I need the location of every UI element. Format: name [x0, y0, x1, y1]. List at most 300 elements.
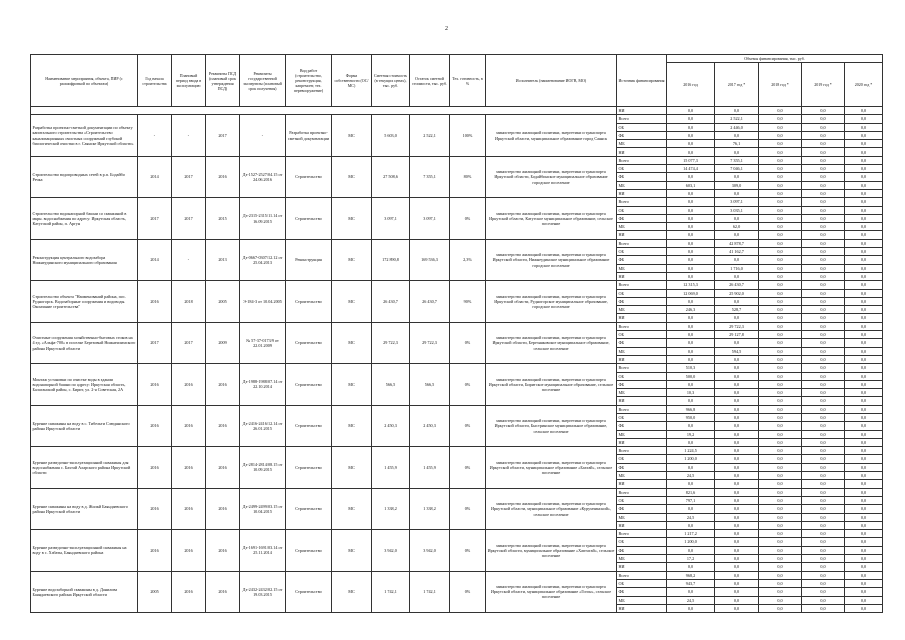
funding-value: 0,0: [845, 422, 883, 430]
funding-value: 1 200,0: [667, 538, 715, 546]
funding-value: 0,0: [715, 413, 759, 421]
start-year: -: [138, 115, 172, 156]
lead-row-empty: [31, 107, 617, 115]
funding-value: 0,0: [715, 397, 759, 405]
funding-value: 0,0: [667, 331, 715, 339]
readiness: 0%: [450, 530, 486, 571]
remaining-cost: 3 097,1: [410, 198, 450, 239]
funding-value: 0,0: [759, 355, 802, 363]
funding-value: 0,0: [759, 306, 802, 314]
work-type: Строительство: [286, 488, 332, 529]
funding-value: 968,2: [667, 571, 715, 579]
funding-source: ФБ: [617, 131, 667, 139]
funding-value: 0,0: [802, 339, 845, 347]
table-row: [31, 322, 883, 330]
funding-value: 0,0: [715, 447, 759, 455]
funding-value: 0,0: [759, 339, 802, 347]
funding-value: 0,0: [715, 380, 759, 388]
funding-value: 0,0: [845, 107, 883, 115]
funding-value: 0,0: [715, 571, 759, 579]
funding-value: 0,0: [802, 364, 845, 372]
funding-value: 1 716,0: [715, 264, 759, 272]
funding-source: МБ: [617, 223, 667, 231]
header-year-2019: 2019 год *: [802, 63, 845, 107]
expertise-details: Дз-1691-1691/03.14 от 25.11.2014: [240, 530, 286, 571]
funding-value: 0,0: [845, 496, 883, 504]
funding-value: 0,0: [802, 488, 845, 496]
funding-value: 0,0: [759, 397, 802, 405]
funding-value: 0,0: [715, 389, 759, 397]
funding-value: 0,0: [845, 389, 883, 397]
funding-value: 0,0: [845, 306, 883, 314]
funding-value: 0,0: [845, 272, 883, 280]
funding-source: Всего: [617, 364, 667, 372]
funding-value: 0,0: [802, 189, 845, 197]
funding-value: 1 217,2: [667, 530, 715, 538]
funding-value: 0,0: [759, 214, 802, 222]
funding-value: 1 200,0: [667, 455, 715, 463]
funding-source: МБ: [617, 306, 667, 314]
funding-value: 0,0: [667, 272, 715, 280]
expertise-details: Дз-2432-2432/02.15 от 19.03.2015: [240, 571, 286, 612]
funding-value: 0,0: [802, 579, 845, 587]
funding-value: 0,0: [715, 272, 759, 280]
funding-source: НИ: [617, 480, 667, 488]
executor: министерство жилищной политики, энергетики и транспорта Иркутской области, муниципальное образование «Курумчинский», сельское поселение: [486, 488, 617, 529]
readiness: 0%: [450, 322, 486, 363]
funding-value: 0,0: [802, 496, 845, 504]
funding-value: 0,0: [667, 223, 715, 231]
funding-value: 950,0: [667, 413, 715, 421]
funding-value: 0,0: [715, 148, 759, 156]
ownership: МС: [332, 364, 372, 405]
funding-value: 0,0: [845, 604, 883, 612]
funding-value: 0,0: [845, 131, 883, 139]
funding-value: 0,0: [802, 214, 845, 222]
funding-value: 24,5: [667, 513, 715, 521]
commission-year: -: [172, 239, 206, 280]
funding-value: 0,0: [802, 422, 845, 430]
header-year-2020: 2020 год *: [845, 63, 883, 107]
funding-value: 0,0: [802, 173, 845, 181]
funding-value: 3 035,1: [715, 206, 759, 214]
funding-source: НИ: [617, 397, 667, 405]
funding-value: 0,0: [667, 588, 715, 596]
funding-value: 0,0: [759, 571, 802, 579]
object-name: Бурение разведочно-эксплуатационной скважины для водоснабжения с. Бахтай Аларского района Иркутской области: [31, 447, 138, 488]
estimated-cost: 26 430,7: [372, 281, 410, 322]
funding-value: 0,0: [715, 472, 759, 480]
funding-value: 0,0: [845, 372, 883, 380]
object-name: Бурение скважины на воду в с. Тибельти Слюдянского района Иркутской области: [31, 405, 138, 446]
funding-value: 0,0: [802, 198, 845, 206]
funding-source: НИ: [617, 438, 667, 446]
header-year-2018: 2018 год *: [759, 63, 802, 107]
psd-year: 2016: [206, 571, 240, 612]
expertise-details: Дз-1527-2527/04.15 от 24.06.2016: [240, 156, 286, 197]
funding-value: 0,0: [802, 331, 845, 339]
funding-value: 0,0: [715, 480, 759, 488]
funding-value: 10,3: [667, 389, 715, 397]
psd-year: 2016: [206, 488, 240, 529]
psd-year: 2015: [206, 198, 240, 239]
funding-source: ОБ: [617, 165, 667, 173]
ownership: МС: [332, 530, 372, 571]
funding-value: 0,0: [759, 447, 802, 455]
funding-value: 0,0: [802, 588, 845, 596]
funding-value: 0,0: [667, 107, 715, 115]
funding-value: 0,0: [845, 256, 883, 264]
funding-value: 0,0: [845, 472, 883, 480]
funding-value: 0,0: [802, 397, 845, 405]
funding-value: 0,0: [759, 173, 802, 181]
funding-value: 0,0: [845, 571, 883, 579]
funding-value: 0,0: [667, 355, 715, 363]
readiness: 0%: [450, 571, 486, 612]
funding-source: МБ: [617, 264, 667, 272]
estimated-cost: 1 455,9: [372, 447, 410, 488]
estimated-cost: 3 097,1: [372, 198, 410, 239]
table-row: [31, 156, 883, 164]
funding-value: 0,0: [759, 588, 802, 596]
funding-value: 0,0: [802, 447, 845, 455]
funding-value: 0,0: [667, 521, 715, 529]
funding-value: 7 355,1: [715, 156, 759, 164]
funding-value: 12 069,0: [667, 289, 715, 297]
funding-value: 0,0: [802, 480, 845, 488]
readiness: 0%: [450, 364, 486, 405]
funding-value: 0,0: [759, 156, 802, 164]
funding-source: ОБ: [617, 579, 667, 587]
funding-value: 0,0: [845, 530, 883, 538]
funding-value: 0,0: [715, 231, 759, 239]
funding-value: 0,0: [802, 206, 845, 214]
funding-value: 0,0: [667, 563, 715, 571]
table-row: [31, 198, 883, 206]
ownership: МС: [332, 322, 372, 363]
funding-value: 0,0: [667, 189, 715, 197]
funding-value: 0,0: [845, 140, 883, 148]
funding-value: 76,1: [715, 140, 759, 148]
funding-source: НИ: [617, 521, 667, 529]
funding-value: 0,0: [759, 380, 802, 388]
funding-value: 26 430,7: [715, 281, 759, 289]
estimated-cost: 3 942,0: [372, 530, 410, 571]
funding-value: 0,0: [759, 488, 802, 496]
funding-value: 0,0: [845, 339, 883, 347]
funding-value: 0,0: [667, 505, 715, 513]
funding-value: 0,0: [715, 131, 759, 139]
funding-source: ОБ: [617, 538, 667, 546]
ownership: МС: [332, 281, 372, 322]
funding-value: 0,0: [802, 165, 845, 173]
funding-value: 7 046,1: [715, 165, 759, 173]
funding-value: 0,0: [845, 463, 883, 471]
object-name: Реконструкция центрального водозабора Нижнеудинского муниципального образования: [31, 239, 138, 280]
funding-value: 0,0: [759, 140, 802, 148]
capital-construction-table-wrapper: [30, 54, 882, 613]
executor: министерство жилищной политики, энергетики и транспорта Иркутской области, Бодайбинское муниципальное образование городское поселение: [486, 156, 617, 197]
psd-year: 2009: [206, 322, 240, 363]
funding-value: 0,0: [802, 604, 845, 612]
estimated-cost: 5 603,0: [372, 115, 410, 156]
remaining-cost: 1 338,2: [410, 488, 450, 529]
funding-value: 0,0: [759, 596, 802, 604]
funding-value: 0,0: [667, 173, 715, 181]
funding-value: 0,0: [759, 389, 802, 397]
header-year-2016: 2016 год: [667, 63, 715, 107]
funding-value: 0,0: [715, 596, 759, 604]
expertise-details: Э-184-3 от 10.04.2005: [240, 281, 286, 322]
table-row: [31, 239, 883, 247]
expertise-details: Дз-2814-2814/08.15 от 10.09.2015: [240, 447, 286, 488]
funding-value: 0,0: [667, 339, 715, 347]
funding-value: 0,0: [802, 347, 845, 355]
funding-value: 0,0: [667, 297, 715, 305]
funding-value: 0,0: [715, 579, 759, 587]
funding-value: 0,0: [715, 422, 759, 430]
work-type: Реконструкция: [286, 239, 332, 280]
psd-year: 2016: [206, 405, 240, 446]
funding-source: НИ: [617, 107, 667, 115]
funding-source: Всего: [617, 447, 667, 455]
funding-value: 0,0: [667, 422, 715, 430]
funding-value: 0,0: [759, 231, 802, 239]
funding-value: 0,0: [759, 372, 802, 380]
funding-value: 0,0: [667, 397, 715, 405]
funding-value: 2 446,0: [715, 123, 759, 131]
funding-value: 15 077,3: [667, 156, 715, 164]
psd-year: 2016: [206, 364, 240, 405]
executor: министерство жилищной политики, энергетики и транспорта Иркутской области, Рудногорское муниципальное образование, городское поселение: [486, 281, 617, 322]
funding-value: 0,0: [759, 521, 802, 529]
table-body: [31, 115, 883, 613]
funding-value: 0,0: [845, 173, 883, 181]
funding-value: 0,0: [715, 405, 759, 413]
funding-value: 0,0: [715, 214, 759, 222]
funding-value: 0,0: [802, 455, 845, 463]
executor: министерство жилищной политики, энергетики и транспорта Иркутской области, муниципальное образование «Гогон», сельское поселение: [486, 571, 617, 612]
table-header-row: [31, 55, 883, 63]
funding-value: 24,5: [667, 472, 715, 480]
funding-value: 41 162,7: [715, 248, 759, 256]
work-type: Строительство: [286, 571, 332, 612]
funding-value: 0,0: [759, 272, 802, 280]
table-row: [31, 530, 883, 538]
funding-value: 0,0: [802, 505, 845, 513]
readiness: 2,3%: [450, 239, 486, 280]
remaining-cost: 29 722,3: [410, 322, 450, 363]
funding-value: 24,5: [667, 596, 715, 604]
header-funding-volume: Объемы финансирования, тыс. руб.: [667, 55, 883, 63]
funding-value: 594,5: [715, 347, 759, 355]
funding-value: 0,0: [759, 563, 802, 571]
funding-value: 0,0: [715, 505, 759, 513]
funding-value: 0,0: [759, 331, 802, 339]
executor: министерство жилищной политики, энергетики и транспорта Иркутской области, Катугское муниципальное образование, сельское поселение: [486, 198, 617, 239]
commission-year: 2016: [172, 364, 206, 405]
page-number: 2: [445, 26, 448, 32]
executor: министерство жилищной политики, энергетики и транспорта Иркутской области, муниципальное образование «Бахтай», сельское поселение: [486, 447, 617, 488]
funding-value: 0,0: [845, 438, 883, 446]
funding-value: 821,6: [667, 488, 715, 496]
funding-value: 0,0: [845, 355, 883, 363]
funding-value: 0,0: [759, 131, 802, 139]
funding-source: НИ: [617, 272, 667, 280]
executor: министерство жилищной политики, энергетики и транспорта Иркутской области, Быстринское муниципальное образование, сельское поселение: [486, 405, 617, 446]
commission-year: 2018: [172, 281, 206, 322]
funding-source: ОБ: [617, 206, 667, 214]
funding-value: 0,0: [845, 181, 883, 189]
psd-year: 2005: [206, 281, 240, 322]
funding-value: 0,0: [759, 546, 802, 554]
start-year: 2016: [138, 488, 172, 529]
funding-value: 0,0: [802, 115, 845, 123]
funding-source: МБ: [617, 596, 667, 604]
funding-source: Всего: [617, 198, 667, 206]
funding-source: МБ: [617, 347, 667, 355]
funding-value: 0,0: [802, 148, 845, 156]
funding-source: ФБ: [617, 505, 667, 513]
funding-source: МБ: [617, 181, 667, 189]
funding-value: 0,0: [715, 173, 759, 181]
funding-value: 0,0: [715, 488, 759, 496]
funding-value: 0,0: [845, 189, 883, 197]
estimated-cost: 27 508,6: [372, 156, 410, 197]
funding-value: 0,0: [845, 322, 883, 330]
psd-year: 2013: [206, 239, 240, 280]
expertise-details: Дз-0667-0307/12.12 от 25.04.2013: [240, 239, 286, 280]
funding-source: НИ: [617, 314, 667, 322]
funding-value: 14 474,4: [667, 165, 715, 173]
funding-value: 25 902,0: [715, 289, 759, 297]
expertise-details: № 57-37-0173/9 от 22.01.2009: [240, 322, 286, 363]
header-name: Наименование мероприятия, объекта, ПИР (с расшифровкой по объектам): [31, 55, 138, 107]
funding-source: Всего: [617, 322, 667, 330]
object-name: Строительство объекта "Наименований района, пос. Рудногорск. Водозаборные сооружения и водоводы. Окончание строительства": [31, 281, 138, 322]
start-year: 2016: [138, 281, 172, 322]
header-start-year: Год начала строительства: [138, 55, 172, 107]
funding-value: 0,0: [759, 115, 802, 123]
funding-value: 309,0: [715, 181, 759, 189]
work-type: Строительство: [286, 198, 332, 239]
funding-value: 0,0: [845, 239, 883, 247]
object-name: Строительство водонапорной башни со скважиной в мкрн. водоснабжения по адресу: Иркутская область, Катугский район, п. Аргун: [31, 198, 138, 239]
funding-value: 0,0: [802, 546, 845, 554]
estimated-cost: 2 450,3: [372, 405, 410, 446]
funding-value: 0,0: [759, 248, 802, 256]
funding-value: 0,0: [759, 472, 802, 480]
header-funding-source: Источник финансирования: [617, 55, 667, 107]
funding-value: 0,0: [802, 472, 845, 480]
object-name: Очистные сооружения хозяйственно-бытовых стоков на 4 ед. «Альфа-700» в поселке Березовый Нижнеилимского района Иркутской области: [31, 322, 138, 363]
funding-value: 0,0: [715, 530, 759, 538]
funding-source: ОБ: [617, 289, 667, 297]
funding-value: 0,0: [759, 123, 802, 131]
funding-source: НИ: [617, 355, 667, 363]
ownership: МС: [332, 571, 372, 612]
funding-value: 0,0: [759, 438, 802, 446]
remaining-cost: 566,5: [410, 364, 450, 405]
funding-value: 0,0: [802, 380, 845, 388]
psd-year: 2016: [206, 156, 240, 197]
funding-value: 29 722,3: [715, 322, 759, 330]
funding-value: 0,0: [759, 314, 802, 322]
psd-year: 2016: [206, 447, 240, 488]
table-row: [31, 107, 883, 115]
executor: министерство жилищной политики, энергетики и транспорта Иркутской области, Нижнеудинское муниципальное образование городское поселение: [486, 239, 617, 280]
funding-value: 0,0: [667, 148, 715, 156]
funding-value: 0,0: [759, 148, 802, 156]
commission-year: 2016: [172, 488, 206, 529]
funding-source: НИ: [617, 189, 667, 197]
funding-source: ОБ: [617, 123, 667, 131]
funding-value: 0,0: [845, 231, 883, 239]
funding-source: НИ: [617, 604, 667, 612]
funding-source: ОБ: [617, 248, 667, 256]
funding-value: 42 878,7: [715, 239, 759, 247]
funding-value: 0,0: [845, 165, 883, 173]
work-type: Строительство: [286, 447, 332, 488]
funding-value: 0,0: [845, 430, 883, 438]
funding-source: Всего: [617, 281, 667, 289]
funding-source: Всего: [617, 239, 667, 247]
funding-value: 0,0: [715, 563, 759, 571]
funding-value: 0,0: [759, 530, 802, 538]
funding-value: 0,0: [667, 198, 715, 206]
table-row: [31, 488, 883, 496]
expertise-details: Дз-2416-2416/12.14 от 26.01.2015: [240, 405, 286, 446]
funding-value: 0,0: [715, 588, 759, 596]
ownership: МС: [332, 198, 372, 239]
estimated-cost: 1 742,1: [372, 571, 410, 612]
remaining-cost: 2 450,3: [410, 405, 450, 446]
start-year: 2016: [138, 364, 172, 405]
start-year: 2014: [138, 239, 172, 280]
funding-value: 0,0: [845, 588, 883, 596]
funding-value: 0,0: [802, 322, 845, 330]
commission-year: 2016: [172, 405, 206, 446]
funding-source: НИ: [617, 231, 667, 239]
funding-value: 0,0: [759, 322, 802, 330]
commission-year: 2017: [172, 198, 206, 239]
funding-value: 0,0: [667, 546, 715, 554]
funding-source: ФБ: [617, 339, 667, 347]
header-psd: Реквизиты ПСД (плановый срок утверждения ПСД): [206, 55, 240, 107]
funding-value: 0,0: [759, 256, 802, 264]
funding-value: 0,0: [802, 372, 845, 380]
funding-value: 0,0: [802, 571, 845, 579]
object-name: Монтаж установки по очистке воды в здании водонапорной башни по адресу: Иркутская область, Балаганский район, с. Бирит, ул. 2-я Советская, 2А: [31, 364, 138, 405]
ownership: МС: [332, 156, 372, 197]
funding-value: 0,0: [802, 306, 845, 314]
table-row: [31, 447, 883, 455]
funding-value: 0,0: [845, 447, 883, 455]
header-remaining-cost: Остаток сметной стоимости, тыс. руб.: [410, 55, 450, 107]
funding-source: ФБ: [617, 297, 667, 305]
table-row: [31, 281, 883, 289]
funding-value: 0,0: [845, 297, 883, 305]
object-name: Строительство водопроводных сетей в р.п. Бодайбо Речка: [31, 156, 138, 197]
funding-value: 0,0: [667, 322, 715, 330]
start-year: 2016: [138, 530, 172, 571]
funding-value: 0,0: [802, 513, 845, 521]
funding-source: ФБ: [617, 588, 667, 596]
estimated-cost: 172 890,8: [372, 239, 410, 280]
funding-source: Всего: [617, 530, 667, 538]
funding-value: 0,0: [759, 239, 802, 247]
funding-value: 0,0: [802, 181, 845, 189]
